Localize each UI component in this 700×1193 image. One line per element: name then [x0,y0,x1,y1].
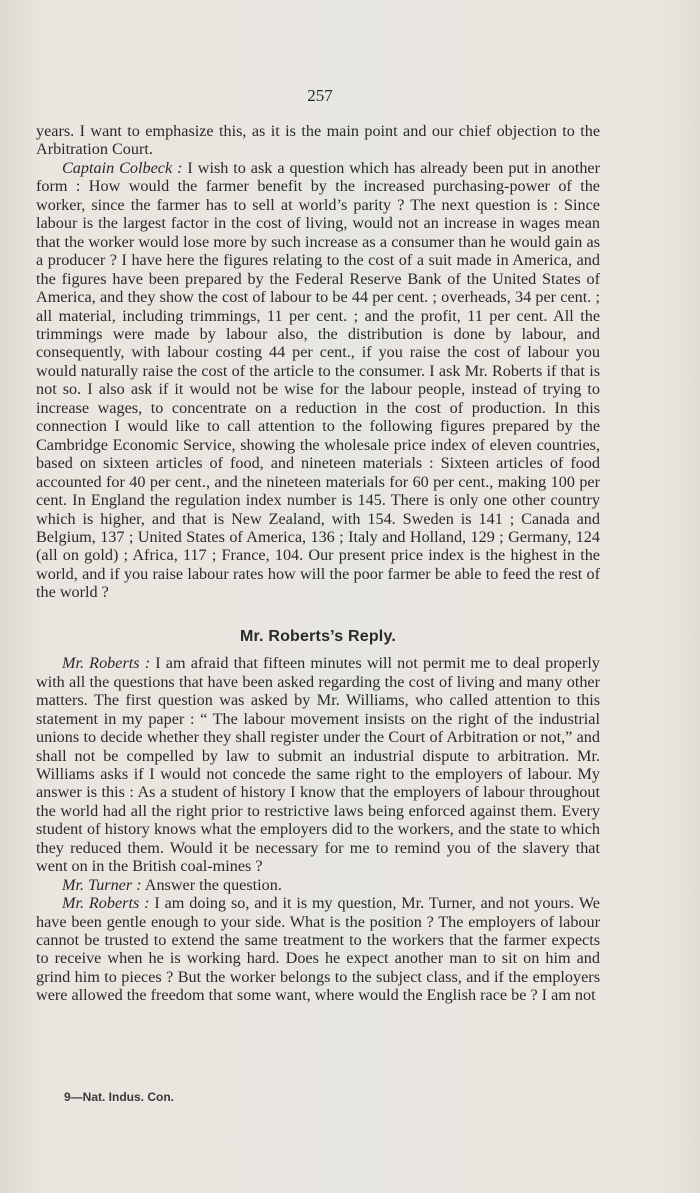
page-signature: 9—Nat. Indus. Con. [64,1090,175,1104]
paragraph-1 [36,159,600,602]
paragraph-text: Answer the question. [141,875,282,894]
section-heading: Mr. Roberts’s Reply. [239,627,397,645]
paragraph-3 [36,876,600,894]
speaker-label: Mr. Turner : [62,875,142,894]
body-text [36,122,600,1005]
paragraph-text: I am afraid that fifteen minutes will not permit me to deal properly with all the questions that have been asked regarding the cost of living and many other matters. The first question was asked by Mr. Williams, who called attention to this statement in my paper : “ The labour movement insists on the right of the industrial unions to decide whether they shall register under the Court of Arbitration or not,” and shall not be compelled by law to submit an industrial dispute to arbitration. Mr. Williams asks if I would not concede the same right to the employers of labour. My answer is this : As a student of history I know that the employers of labour throughout the world had all the right prior to restrictive laws being enforced against them. Every student of history knows what the employers did to the workers, and the state to which they reduced them. Would it be necessary for me to remind you of the slavery that went on in the British coal-mines ? [36,654,600,876]
paragraph-0 [36,122,600,159]
paragraph-text: I am doing so, and it is my question, Mr. Turner, and not yours. We have been gentle enough to your side. What is the position ? The employers of labour cannot be trusted to extend the same treatment to the workers that the farmer expects to receive when he is working hard. Does he expect another man to sit on him and grind him to pieces ? But the worker belongs to the subject class, and if the employers were allowed the freedom that some want, where would the English race be ? I am not [36,894,600,1005]
page-number: 257 [307,86,333,105]
paragraph-text: I wish to ask a question which has already been put in another form : How would the farmer benefit by the increased purchasing-power of the worker, since the farmer has to sell at world’s parity ? The next question is : Since labour is the largest factor in the cost of living, would not an increase in wages mean that the worker would lose more by such increase as a consumer than he would gain as a producer ? I have here the figures relating to the cost of a suit made in America, and the figures have been prepared by the Federal Reserve Bank of the United States of America, and they show the cost of labour to be 44 per cent. ; overheads, 34 per cent. ; all material, including trimmings, 11 per cent. ; and the profit, 11 per cent. All the trimmings were made by labour also, the distribution is done by labour, and consequently, with labour costing 44 per cent., if you raise the cost of labour you would naturally raise the cost of the article to the consumer. I ask Mr. Roberts if that is not so. I also ask if it would not be wise for the labour people, instead of trying to increase wages, to concentrate on a reduction in the cost of production. In this connection I would like to call attention to the following figures prepared by the Cambridge Economic Service, showing the wholesale price index of eleven countries, based on sixteen articles of food, and nineteen materials : Sixteen articles of food accounted for 40 per cent., and the nineteen materials for 60 per cent., making 100 per cent. In England the regulation index number is 145. There is only one other country which is higher, and that is New Zealand, with 154. Sweden is 141 ; Canada and Belgium, 137 ; United States of America, 136 ; Italy and Holland, 129 ; Germany, 124 (all on gold) ; Africa, 117 ; France, 104. Our present price index is the highest in the world, and if you raise labour rates how will the poor farmer be able to feed the rest of the world ? [36,158,601,602]
speaker-label: Captain Colbeck : [62,158,183,177]
paragraph-text: years. I want to emphasize this, as it is the main point and our chief objection to the Arbitration Court. [36,122,600,159]
speaker-label: Mr. Roberts : [62,894,150,913]
speaker-label: Mr. Roberts : [62,654,151,673]
paragraph-4 [36,894,600,1005]
paragraph-2 [36,654,600,875]
